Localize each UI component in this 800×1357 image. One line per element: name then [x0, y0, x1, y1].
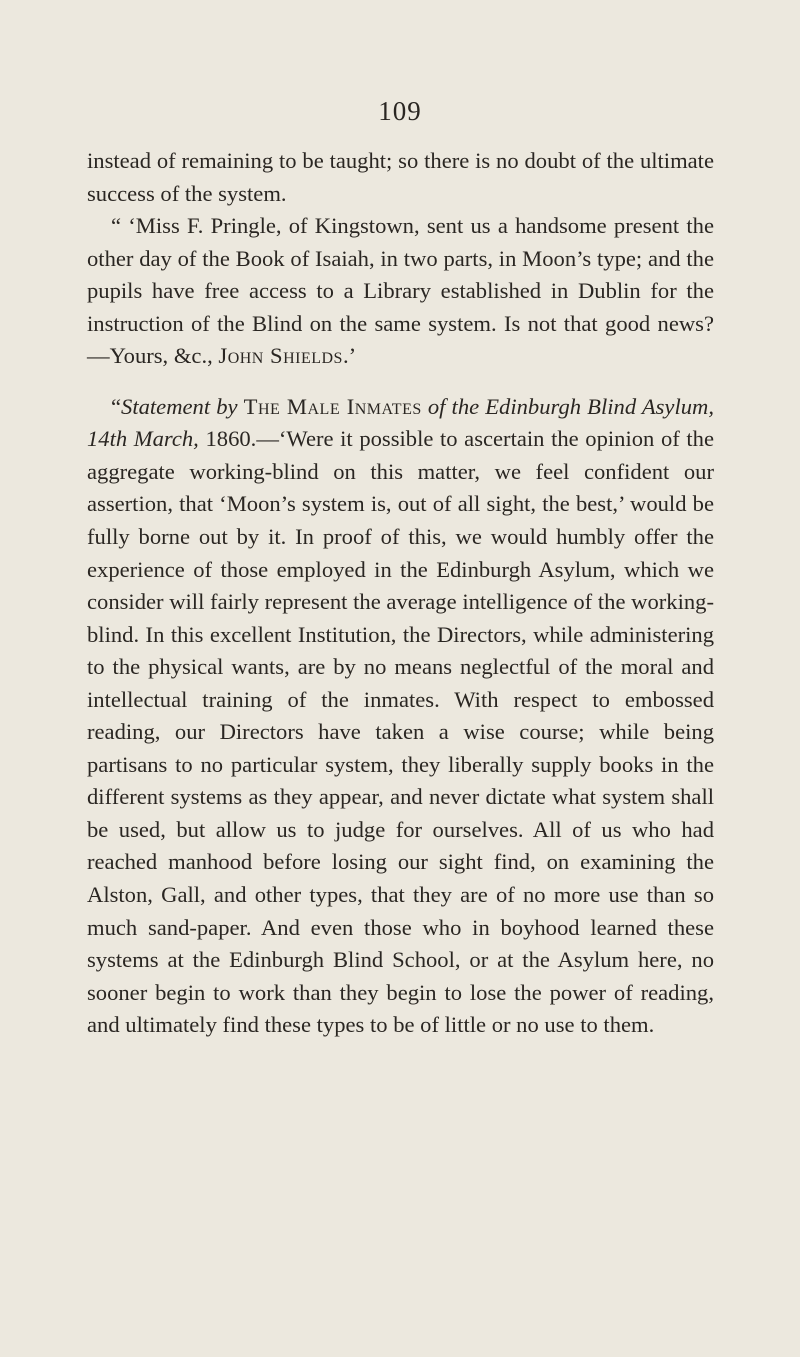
statement-body: —‘Were it possible to ascertain the opinion of the aggregate working-blind on this matter, we feel confident our assertion, that ‘Moon’s system is, out of all sight, the best,’ would be fully borne out by it. In proof of this, we would humbly offer the experience of those employed in the Edinburgh Asylum, which we consider will fairly represent the average intelligence of the working-blind. In this excellent Institution, the Directors, while administering to the physical wants, are by no means neglectful of the moral and intellectual training of the inmates. With respect to embossed reading, our Directors have taken a wise course; while being partisans to no particular system, they liberally supply books in the different systems as they appear, and never dictate what system shall be used, but allow us to judge for ourselves. All of us who had reached manhood before losing our sight find, on examining the Alston, Gall, and other types, that they are of no more use than so much sand-paper. And even those who in boyhood learned these systems at the Edinburgh Blind School, or at the Asylum here, no sooner begin to work than they begin to lose the power of reading, and ultimately find these types to be of little or no use to them. — [87, 426, 714, 1038]
statement-heading-place: of the Edinburgh Blind Asylum, — [427, 393, 714, 419]
letter-signature: John Shields — [218, 343, 343, 369]
statement-date: 14th March, — [87, 426, 199, 452]
paragraph-statement — [87, 391, 714, 1042]
statement-heading-italic: Statement by — [121, 393, 238, 419]
letter-close: .’ — [342, 343, 357, 369]
statement-open-quote: “ — [111, 393, 122, 419]
paragraph-letter-quote — [87, 210, 714, 373]
letter-text: “ ‘Miss F. Pringle, of Kingstown, sent us a handsome present the other day of the Book of Isaiah, in two parts, in Moon’s type; and the pupils have free access to a Library established in Dublin for the instruction of the Blind on the same system. Is not that good news? —Yours, &c., — [87, 213, 714, 369]
statement-year: 1860. — [205, 426, 257, 452]
statement-heading-smallcaps: The Male Inmates — [243, 393, 422, 419]
page-number: 109 — [378, 96, 422, 126]
body-text — [87, 145, 714, 1042]
paragraph-continuation: instead of remaining to be taught; so there is no doubt of the ultimate success of the system. — [87, 148, 714, 206]
